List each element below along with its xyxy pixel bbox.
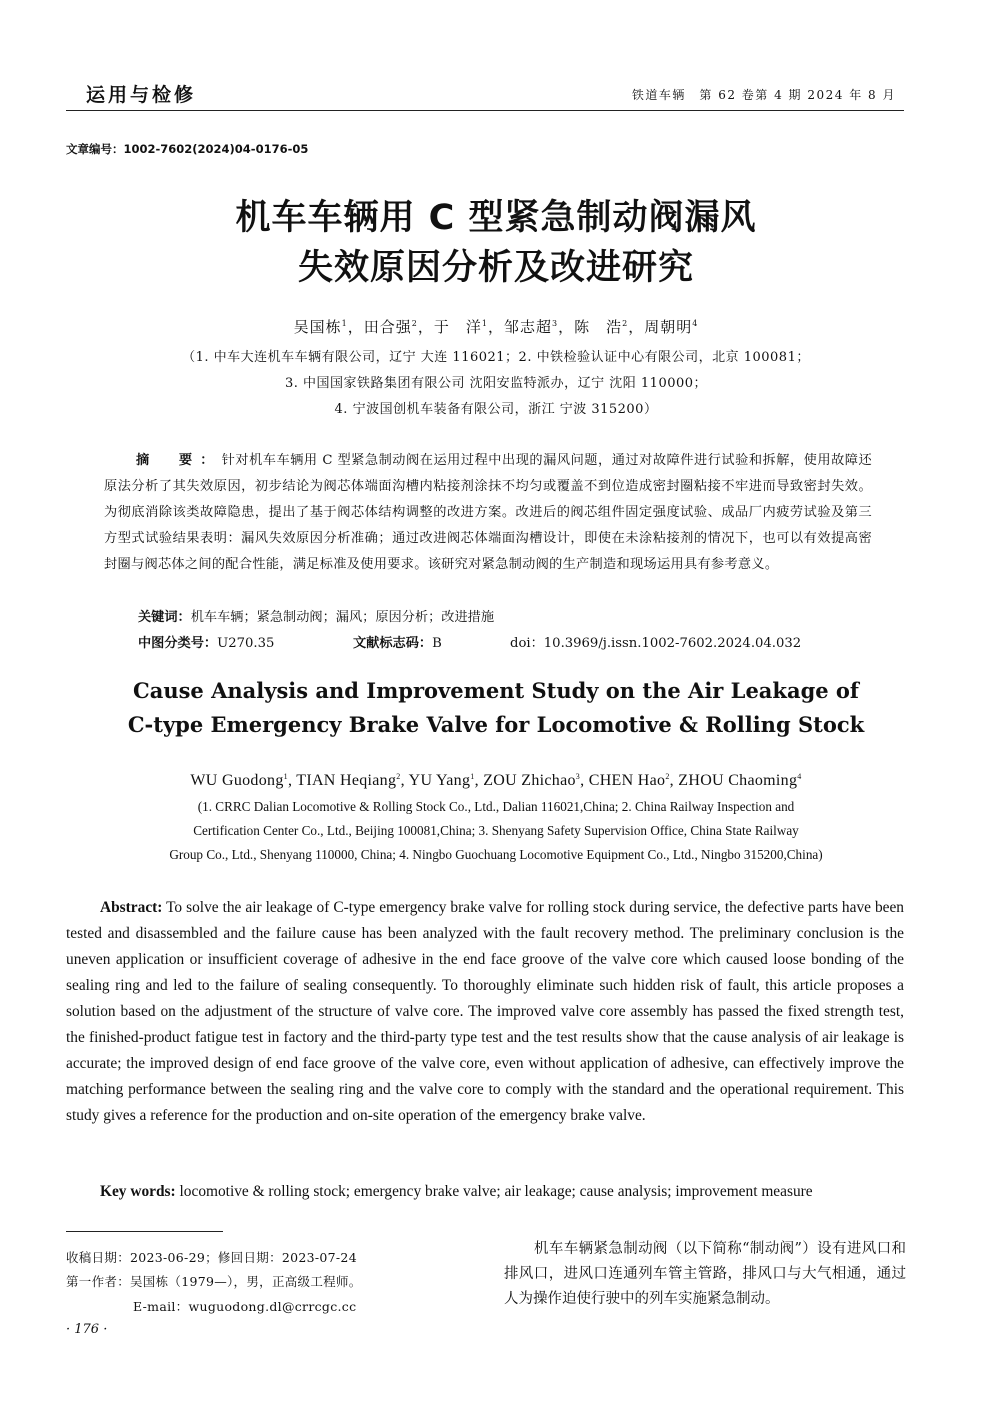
affiliation-zh-line: 3. 中国国家铁路集团有限公司 沈阳安监特派办，辽宁 沈阳 110000；	[284, 376, 708, 391]
author-en: CHEN Hao	[588, 772, 666, 789]
footnote-first-author: 第一作者：吴国栋（1979—），男，正高级工程师。	[66, 1274, 362, 1289]
abstract-en-label: Abstract:	[100, 899, 163, 916]
author-en: WU Guodong	[190, 772, 284, 789]
author-en: ZHOU Chaoming	[678, 772, 798, 789]
title-en-line-2: C-type Emergency Brake Valve for Locomotive & Rolling Stock	[127, 712, 865, 737]
page-number: · 176 ·	[66, 1322, 108, 1337]
author-en: YU Yang	[408, 772, 471, 789]
affiliation-zh-line: （1. 中车大连机车车辆有限公司，辽宁 大连 116021；2. 中铁检验认证中心有限公司，北京 100081；	[182, 350, 810, 365]
header-rule	[66, 110, 904, 111]
authors-en: WU Guodong$^1$, TIAN Heqiang$^2$, YU Yang$^1$, ZOU Zhichao$^3$, CHEN Hao$^2$, ZHOU Chaoming$^4$	[190, 772, 802, 789]
title-en-line-1: Cause Analysis and Improvement Study on the Air Leakage of	[133, 678, 859, 703]
affiliation-en-line: Certification Center Co., Ltd., Beijing 100081,China; 3. Shenyang Safety Supervision Office, China State Railway	[193, 823, 799, 838]
author-zh: 于 洋	[433, 318, 482, 336]
abstract-en-text: To solve the air leakage of C-type emergency brake valve for rolling stock during service, the defective parts have been tested and disassembled and the failure cause has been analyzed with the fault recovery method. The preliminary conclusion is the uneven application or insufficient coverage of adhesive in the end face groove of the valve core which caused loose bonding of the sealing ring and led to the failure of sealing consequently. To thoroughly eliminate such hidden risk of fault, this article proposes a solution based on the adjustment of the structure of valve core. The improved valve core assembly has passed the fixed strength test, the finished-product fatigue test in factory and the third-party type test and the test results show that the cause analysis of air leakage is accurate; the improved design of end face groove of the valve core, even without application of adhesive, can effectively improve the matching performance between the sealing ring and the valve core to comply with the standard and the operational requirement. This study gives a reference for the production and on-site operation of the emergency brake valve.	[66, 899, 904, 1124]
affiliation-en-line: (1. CRRC Dalian Locomotive & Rolling Stock Co., Ltd., Dalian 116021,China; 2. China Railway Inspection and	[197, 799, 795, 814]
body-paragraph: 机车车辆紧急制动阀（以下简称“制动阀”）设有进风口和排风口，进风口连通列车管主管路，排风口与大气相通，通过人为操作迫使行驶中的列车实施紧急制动。	[504, 1241, 906, 1307]
classification-number: 中图分类号：U270.35	[138, 636, 275, 651]
doi: doi：10.3969/j.issn.1002-7602.2024.04.032	[510, 636, 802, 651]
running-header-journal: 铁道车辆 第 62 卷第 4 期 2024 年 8 月	[631, 88, 896, 102]
keywords-zh: 关键词：机车车辆；紧急制动阀；漏风；原因分析；改进措施	[138, 610, 495, 625]
footnote-email: E-mail：wuguodong.dl@crrcgc.cc	[133, 1299, 357, 1314]
keywords-en: Key words: locomotive & rolling stock; emergency brake valve; air leakage; cause analysis; improvement measure	[100, 1183, 813, 1200]
abstract-en	[66, 895, 904, 1129]
abstract-zh-label: 摘 要：	[136, 453, 222, 468]
author-en: ZOU Zhichao	[483, 772, 576, 789]
footnote-dates: 收稿日期：2023-06-29；修回日期：2023-07-24	[66, 1250, 357, 1265]
author-en: TIAN Heqiang	[296, 772, 397, 789]
author-zh: 陈 浩	[574, 318, 623, 336]
title-zh-line-2: 失效原因分析及改进研究	[297, 248, 694, 288]
document-mark: 文献标志码：B	[353, 636, 442, 651]
affiliation-en-line: Group Co., Ltd., Shenyang 110000, China; 4. Ningbo Guochuang Locomotive Equipment Co., Ltd., Ningbo 315200,China)	[169, 847, 823, 862]
author-zh: 吴国栋	[293, 318, 342, 336]
footnote-rule	[66, 1231, 223, 1232]
affiliation-zh-line: 4. 宁波国创机车装备有限公司，浙江 宁波 315200）	[334, 402, 658, 417]
author-zh: 田合强	[363, 318, 412, 336]
article-number: 文章编号：1002-7602(2024)04-0176-05	[66, 142, 309, 156]
running-header-section: 运用与检修	[86, 84, 197, 106]
author-zh: 邹志超	[504, 318, 553, 336]
abstract-zh	[104, 448, 872, 578]
abstract-zh-text: 针对机车车辆用 C 型紧急制动阀在运用过程中出现的漏风问题，通过对故障件进行试验和拆解，使用故障还原法分析了其失效原因，初步结论为阀芯体端面沟槽内粘接剂涂抹不均匀或覆盖不到位造成密封圈粘接不牢进而导致密封失效。为彻底消除该类故障隐患，提出了基于阀芯体结构调整的改进方案。改进后的阀芯组件固定强度试验、成品厂内疲劳试验及第三方型式试验结果表明：漏风失效原因分析准确；通过改进阀芯体端面沟槽设计，即使在未涂粘接剂的情况下，也可以有效提高密封圈与阀芯体之间的配合性能，满足标准及使用要求。该研究对紧急制动阀的生产制造和现场运用具有参考意义。	[104, 453, 873, 572]
author-zh: 周朝明	[644, 318, 693, 336]
title-zh-line-1: 机车车辆用 C 型紧急制动阀漏风	[235, 198, 757, 238]
authors-zh: 吴国栋$^1$，田合强$^2$，于 洋$^1$，邹志超$^3$，陈 浩$^2$，周朝明$^4$	[293, 318, 699, 336]
